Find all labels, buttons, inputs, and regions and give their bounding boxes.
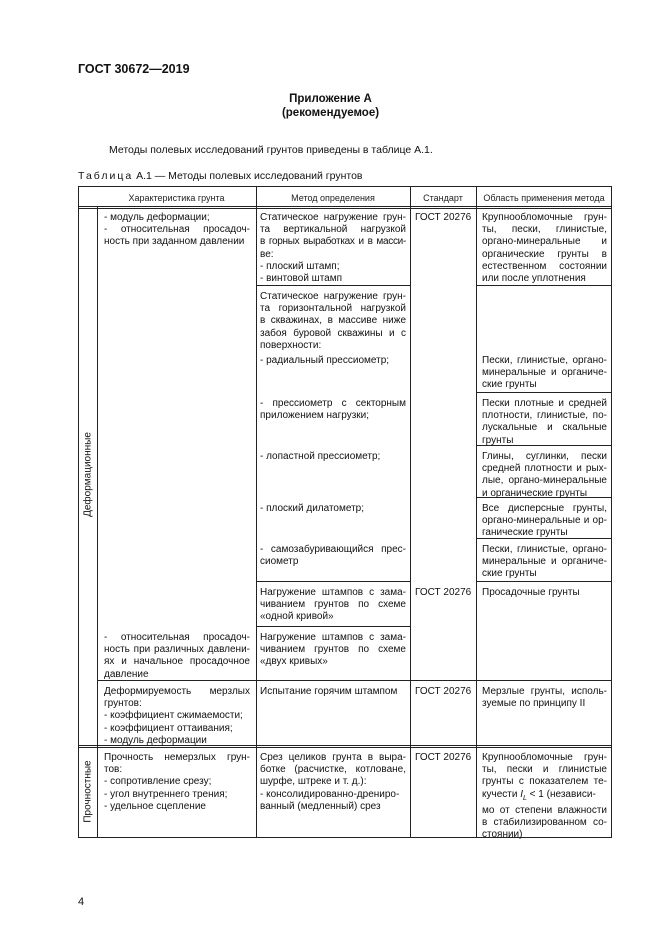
text-line: в скважинах, в массиве ниже	[260, 315, 406, 327]
text-line: - коэффициент оттаивания;	[104, 722, 233, 734]
text-line: - прессиометр с секторным	[260, 398, 406, 409]
scope-cell	[482, 398, 607, 447]
method-cell	[260, 503, 406, 515]
table-label: Таблица	[78, 170, 134, 182]
text-line: ганические грунты	[482, 527, 568, 539]
text-fragment: < 1 (независи-	[526, 788, 596, 800]
text-line: зуемые по принципу II	[482, 698, 586, 710]
table-caption-text: А.1 — Методы полевых исследований грунтов	[133, 170, 363, 182]
appendix-title: Приложение А	[289, 93, 372, 105]
text-line: органические грунты в	[482, 248, 607, 260]
method-cell	[260, 451, 406, 463]
scope-cell	[482, 587, 607, 599]
text-line: - коэффициент сжимаемости;	[104, 710, 243, 722]
text-line: минеральные и органиче-	[482, 556, 607, 568]
text-line: Пески, глинистые, органо-	[482, 355, 607, 366]
text-line: органо-минеральные и	[482, 236, 607, 248]
text-line: - консолидированно-дрениро-	[260, 788, 400, 800]
text-line: та горизонтальной нагрузкой	[260, 303, 406, 315]
text-line: лые, органо-минеральные	[482, 475, 607, 487]
text-line: Пески, глинистые, органо-	[482, 544, 607, 555]
text-line: и органические грунты	[482, 487, 588, 499]
text-line: Мерзлые грунты, исполь-	[482, 686, 607, 697]
text-line: Нагружение штампов с зама-	[260, 587, 406, 598]
characteristic-cell	[104, 632, 250, 681]
text-line: ботке (расчистке, котловане,	[260, 764, 406, 776]
text-line: ты, пески, глинистые,	[482, 224, 607, 236]
text-line: Прочность немерзлых грун-	[104, 752, 250, 763]
text-line: - радиальный прессиометр;	[260, 355, 390, 366]
method-cell	[260, 686, 406, 698]
text-line: «одной кривой»	[260, 611, 334, 623]
text-line: ях и начальное просадочное	[104, 656, 250, 668]
method-cell	[260, 291, 406, 352]
intro-paragraph: Методы полевых исследований грунтов приведены в таблице А.1.	[109, 144, 433, 156]
characteristic-cell	[104, 686, 250, 747]
text-line: Статическое нагружение грун-	[260, 291, 406, 302]
text-line: сиометр	[260, 556, 299, 568]
text-line: грунтов:	[104, 698, 142, 710]
text-line: ты, пески и глинистые	[482, 764, 607, 776]
text-line: ские грунты	[482, 379, 537, 391]
method-cell	[260, 355, 406, 367]
text-line: в горных выработках и в масси-	[260, 236, 406, 248]
text-line: Статическое нагружение грун-	[260, 212, 406, 223]
column-header-characteristic: Характеристика грунта	[128, 193, 225, 203]
method-cell	[260, 632, 406, 669]
text-line: ванный (медленный) срез	[260, 800, 381, 812]
group-label-strength: Прочностные	[82, 760, 94, 823]
appendix-heading	[0, 92, 661, 120]
text-line: - угол внутреннего трения;	[104, 788, 228, 800]
characteristic-cell	[104, 752, 250, 813]
scope-cell	[482, 752, 607, 841]
text-line	[482, 789, 607, 805]
text-line: лускальные и скальные	[482, 422, 607, 434]
scope-cell	[482, 686, 607, 710]
text-line: чиванием грунтов по схеме	[260, 644, 406, 656]
liquidity-subscript: L	[522, 794, 527, 802]
text-line: - удельное сцепление	[104, 800, 206, 812]
method-cell	[260, 587, 406, 624]
scope-cell	[482, 544, 607, 581]
column-header-standard: Стандарт	[423, 193, 463, 203]
page-number: 4	[78, 896, 85, 908]
liquidity-symbol: I	[520, 788, 523, 800]
scope-cell	[482, 451, 607, 500]
text-line: Нагружение штампов с зама-	[260, 632, 406, 643]
text-line: забоя буровой скважины и с	[260, 327, 406, 339]
text-line: приложением нагрузки;	[260, 410, 370, 422]
standard-cell: ГОСТ 20276	[415, 752, 472, 763]
text-line: Крупнообломочные грун-	[482, 752, 607, 763]
text-fragment: кучести	[482, 788, 521, 800]
text-line: Деформируемость мерзлых	[104, 686, 250, 697]
column-header-method: Метод определения	[291, 193, 375, 203]
text-line: Просадочные грунты	[482, 587, 580, 598]
text-line: - модуль деформации	[104, 734, 207, 746]
standard-cell: ГОСТ 20276	[415, 686, 472, 697]
characteristic-cell	[104, 212, 250, 249]
scope-cell	[482, 212, 607, 285]
text-line: - самозабуривающийся прес-	[260, 544, 406, 555]
text-line: плотности, глинистые, по-	[482, 410, 607, 422]
text-line: - лопастной прессиометр;	[260, 451, 381, 462]
text-line: грунты с показателем те-	[482, 776, 607, 788]
group-label-deformation: Деформационные	[82, 432, 94, 517]
text-line: давление	[104, 668, 149, 680]
text-line: - плоский дилатометр;	[260, 503, 365, 514]
document-id: ГОСТ 30672—2019	[78, 62, 190, 76]
text-line: та вертикальной нагрузкой	[260, 224, 406, 236]
text-line: Крупнообломочные грун-	[482, 212, 607, 223]
method-cell	[260, 544, 406, 568]
scope-cell	[482, 355, 607, 392]
text-line: Испытание горячим штампом	[260, 686, 398, 697]
table-caption	[78, 170, 363, 182]
text-line: шурфе, штреке и т. д.):	[260, 776, 367, 788]
text-line: стоянии)	[482, 829, 523, 841]
scope-cell	[482, 503, 607, 540]
standard-cell: ГОСТ 20276	[415, 212, 472, 223]
text-line: поверхности:	[260, 339, 322, 351]
appendix-subtitle: (рекомендуемое)	[281, 107, 380, 119]
text-line: ность при заданном давлении	[104, 236, 245, 248]
text-line: чиванием грунтов по схеме	[260, 599, 406, 611]
method-cell	[260, 212, 406, 285]
text-line: ские грунты	[482, 568, 537, 580]
text-line: - винтовой штамп	[260, 273, 343, 285]
standard-cell: ГОСТ 20276	[415, 587, 472, 598]
text-line: ность при различных давлени-	[104, 644, 250, 656]
text-line: Все дисперсные грунты,	[482, 503, 607, 514]
text-line: - относительная просадоч-	[104, 632, 250, 643]
method-cell	[260, 752, 406, 813]
text-line: естественном состоянии	[482, 260, 607, 272]
text-line: - относительная просадоч-	[104, 224, 250, 236]
text-line: Срез целиков грунта в выра-	[260, 752, 406, 763]
text-line: - сопротивление срезу;	[104, 776, 212, 788]
text-line: Глины, суглинки, пески	[482, 451, 607, 462]
text-line: мо от степени влажности	[482, 804, 607, 816]
text-line: средней плотности и рых-	[482, 463, 607, 475]
text-line: тов:	[104, 764, 123, 776]
text-line: - модуль деформации;	[104, 212, 210, 223]
text-line: органо-минеральные и ор-	[482, 515, 607, 527]
text-line: грунты	[482, 434, 514, 446]
method-cell	[260, 398, 406, 422]
text-line: - плоский штамп;	[260, 260, 340, 272]
text-line: ве:	[260, 248, 274, 260]
text-line: в стабилизированном со-	[482, 817, 607, 829]
text-line: минеральные и органиче-	[482, 367, 607, 379]
column-header-scope: Область применения метода	[483, 193, 605, 203]
text-line: или после уплотнения	[482, 273, 586, 285]
text-line: Пески плотные и средней	[482, 398, 607, 409]
text-line: «двух кривых»	[260, 656, 328, 668]
